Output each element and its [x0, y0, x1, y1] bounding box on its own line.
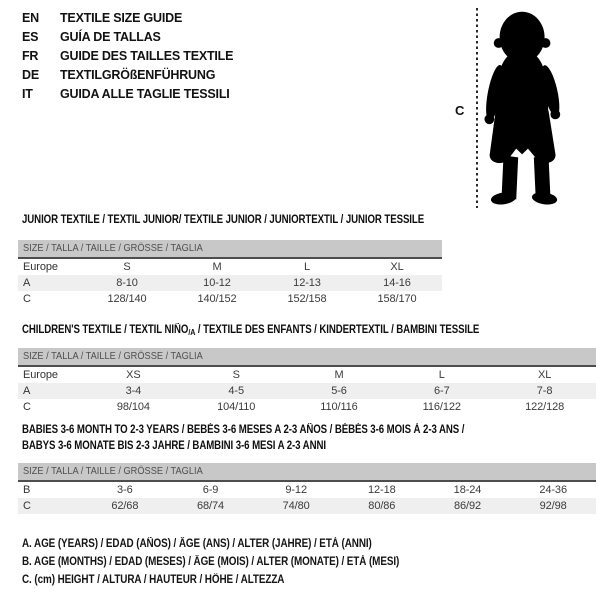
language-row-en [22, 9, 233, 28]
size-header-label: SIZE / TALLA / TAILLE / GRÖSSE / TAGLIA [23, 350, 203, 362]
height-cell: 152/158 [287, 293, 327, 305]
height-cell: 110/116 [320, 401, 358, 413]
table-row-height [18, 291, 442, 307]
junior-table-title: JUNIOR TEXTILE / TEXTIL JUNIOR/ TEXTILE JUNIOR / JUNIORTEXTIL / JUNIOR TESSILE [22, 214, 425, 226]
height-cell: 80/86 [368, 500, 396, 512]
legend-line-age-years: A. AGE (YEARS) / EDAD (AÑOS) / ÂGE (ANS) / ALTER (JAHRE) / ETÀ (ANNI) [22, 538, 372, 550]
size-header-label: SIZE / TALLA / TAILLE / GRÖSSE / TAGLIA [23, 465, 203, 477]
size-cell: L [438, 369, 445, 381]
row-label: A [23, 385, 31, 397]
height-cell: 86/92 [453, 500, 481, 512]
height-dotted-line [476, 8, 478, 208]
size-cell: S [123, 261, 131, 273]
age-cell: 12-13 [293, 277, 321, 289]
age-cell: 8-10 [116, 277, 138, 289]
age-cell: 6-9 [202, 484, 219, 496]
children-title-before: CHILDREN'S TEXTILE / TEXTIL NIÑO [22, 324, 189, 336]
row-label: A [23, 277, 31, 289]
language-title: GUIDE DES TAILLES TEXTILE [60, 49, 234, 63]
age-cell: 24-36 [539, 484, 567, 496]
table-row-age [18, 275, 442, 291]
language-title: TEXTILGRÖßENFÜHRUNG [60, 68, 216, 82]
height-cell: 104/110 [217, 401, 256, 413]
table-row-height [18, 498, 596, 514]
row-label: Europe [23, 369, 58, 381]
height-cell: 74/80 [282, 500, 310, 512]
height-cell: 68/74 [196, 500, 224, 512]
age-cell: 18-24 [453, 484, 482, 496]
legend [22, 535, 461, 589]
language-row-de [22, 66, 233, 85]
height-cell: 122/128 [525, 401, 565, 413]
height-cell: 92/98 [539, 500, 567, 512]
size-header-bar [18, 240, 442, 259]
age-cell: 12-18 [368, 484, 396, 496]
language-code: FR [22, 49, 39, 63]
babies-title-line-1: BABIES 3-6 MONTH TO 2-3 YEARS / BEBÉS 3-6 MESES A 2-3 AÑOS / BÉBÉS 3-6 MOIS À 2-3 ANS / [22, 424, 465, 436]
language-title: GUIDA ALLE TAGLIE TESSILI [60, 87, 230, 101]
language-code: ES [22, 30, 39, 44]
age-cell: 7-8 [536, 385, 553, 397]
size-cell: XL [390, 261, 404, 273]
size-header-bar [18, 348, 596, 367]
size-cell: M [334, 369, 344, 381]
language-code: DE [22, 68, 39, 82]
age-cell: 6-7 [433, 385, 450, 397]
size-cell: M [212, 261, 222, 273]
language-list [22, 9, 233, 104]
language-row-es [22, 28, 233, 47]
height-cell: 140/152 [197, 293, 237, 305]
height-cell: 158/170 [377, 293, 417, 305]
table-row-age [18, 383, 596, 399]
legend-line-age-months: B. AGE (MONTHS) / EDAD (MESES) / ÂGE (MOIS) / ALTER (MONATE) / ETÀ (MESI) [22, 556, 400, 568]
language-code: IT [22, 87, 33, 101]
babies-title-line-2: BABYS 3-6 MONATE BIS 2-3 JAHRE / BAMBINI 3-6 MESI A 2-3 ANNI [22, 439, 326, 452]
babies-size-table [18, 463, 596, 514]
size-cell: S [232, 369, 240, 381]
language-title: GUÍA DE TALLAS [60, 30, 161, 44]
children-title-sub: /A [188, 327, 196, 337]
size-header-bar [18, 463, 596, 482]
junior-size-table [18, 240, 442, 307]
table-row-europe [18, 259, 442, 275]
height-cell: 116/122 [422, 401, 461, 413]
size-cell: XL [537, 369, 552, 381]
height-cell: 62/68 [111, 500, 139, 512]
row-label: C [23, 500, 31, 512]
babies-table-title [22, 423, 464, 454]
size-cell: XS [126, 369, 141, 381]
age-cell: 9-12 [285, 484, 307, 496]
children-table-title [22, 324, 479, 337]
age-cell: 10-12 [203, 277, 231, 289]
row-label: C [23, 401, 31, 413]
table-row-height [18, 399, 596, 415]
language-code: EN [22, 11, 39, 25]
row-label: C [23, 293, 31, 305]
table-row-months [18, 482, 596, 498]
language-title: TEXTILE SIZE GUIDE [60, 11, 183, 25]
age-cell: 14-16 [383, 277, 411, 289]
age-cell: 3-6 [117, 484, 133, 496]
age-cell: 3-4 [125, 385, 142, 397]
legend-line-height: C. (cm) HEIGHT / ALTURA / HAUTEUR / HÖHE / ALTEZZA [22, 574, 285, 586]
row-label: Europe [23, 261, 58, 273]
height-marker-label: C [455, 103, 465, 118]
height-cell: 128/140 [107, 293, 147, 305]
height-cell: 98/104 [116, 401, 150, 413]
children-size-table [18, 348, 596, 415]
language-row-fr [22, 47, 233, 66]
age-cell: 4-5 [228, 385, 244, 397]
children-title-after: / TEXTILE DES ENFANTS / KINDERTEXTIL / BAMBINI TESSILE [195, 324, 480, 336]
size-cell: L [303, 261, 311, 273]
baby-silhouette-icon [483, 9, 569, 208]
size-header-label: SIZE / TALLA / TAILLE / GRÖSSE / TAGLIA [23, 242, 203, 254]
age-cell: 5-6 [331, 385, 347, 397]
table-row-europe [18, 367, 596, 383]
language-row-it [22, 85, 233, 104]
row-label: B [23, 484, 31, 496]
